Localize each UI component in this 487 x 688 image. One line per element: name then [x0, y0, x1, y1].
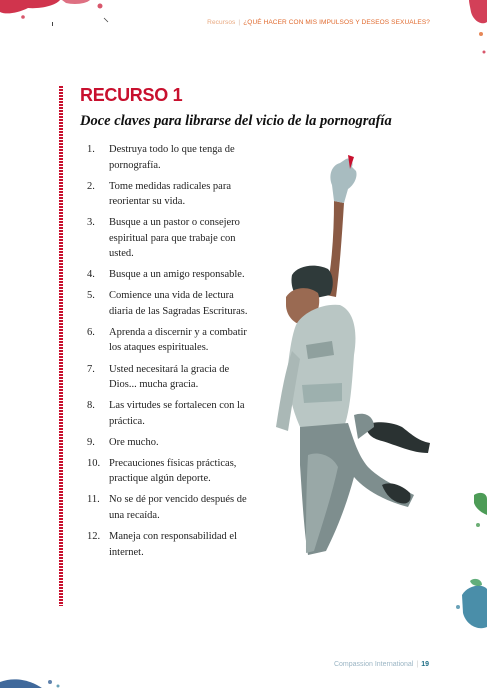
tip-number: 10.	[87, 457, 101, 469]
tip-item	[87, 215, 252, 262]
tip-number: 12.	[87, 531, 101, 543]
footer-organization: Compassion International	[333, 661, 414, 668]
tip-item	[87, 456, 252, 487]
tip-item	[87, 435, 252, 451]
tip-number: 4.	[87, 269, 95, 281]
paint-splash-bottom-left	[0, 670, 70, 688]
page-number: 19	[421, 661, 429, 668]
tip-text: Las virtudes se fortalecen con la práctica.	[109, 400, 245, 427]
tip-text: Busque a un pastor o consejero espiritual para que trabaje con usted.	[109, 217, 240, 260]
tip-number: 1.	[87, 144, 95, 155]
page-footer	[334, 661, 429, 668]
header-title: ¿QUÉ HACER CON MIS IMPULSOS Y DESEOS SEXUALES?	[243, 19, 430, 26]
tip-item	[87, 179, 252, 210]
tip-number: 5.	[87, 290, 95, 302]
tip-item	[87, 325, 252, 356]
tip-item	[87, 267, 252, 283]
tip-item	[87, 529, 252, 560]
paint-splash-top-right	[457, 0, 487, 90]
tip-text: Busque a un amigo responsable.	[109, 269, 245, 281]
header-section: Recursos	[207, 19, 236, 26]
tip-number: 7.	[87, 363, 95, 375]
tip-text: Destruya todo lo que tenga de pornografía.	[109, 144, 235, 171]
tip-text: Comience una vida de lectura diaria de las Sagradas Escrituras.	[109, 290, 248, 317]
tip-item	[87, 142, 252, 173]
tip-text: Usted necesitará la gracia de Dios... mucha gracia.	[109, 363, 230, 391]
tip-text: Tome medidas radicales para reorientar su vida.	[109, 180, 232, 208]
paint-splash-top-left	[0, 0, 130, 30]
margin-rule	[59, 86, 63, 606]
footer-separator: |	[416, 661, 419, 668]
tip-item	[87, 398, 252, 429]
tip-text: Precauciones físicas prácticas, practique algún deporte.	[109, 457, 237, 485]
tip-text: No se dé por vencido después de una recaída.	[109, 494, 247, 521]
tip-number: 11.	[87, 494, 100, 506]
jumping-person-illustration	[262, 155, 437, 565]
tip-number: 8.	[87, 400, 95, 412]
tip-number: 2.	[87, 180, 95, 192]
tip-item	[87, 492, 252, 523]
tip-text: Maneja con responsabilidad el internet.	[109, 531, 237, 558]
header-separator: |	[238, 19, 241, 26]
tip-item	[87, 362, 252, 393]
tips-list	[87, 142, 252, 566]
paint-splash-right	[452, 485, 487, 635]
resource-title: Doce claves para librarse del vicio de la pornografía	[80, 113, 392, 129]
tip-text: Ore mucho.	[109, 436, 159, 448]
tip-number: 9.	[87, 436, 95, 448]
tip-number: 6.	[87, 326, 95, 338]
tip-item	[87, 288, 252, 319]
tip-number: 3.	[87, 217, 95, 229]
running-header	[207, 19, 430, 26]
resource-label: RECURSO 1	[80, 85, 183, 105]
tip-text: Aprenda a discernir y a combatir los ataques espirituales.	[109, 326, 247, 354]
